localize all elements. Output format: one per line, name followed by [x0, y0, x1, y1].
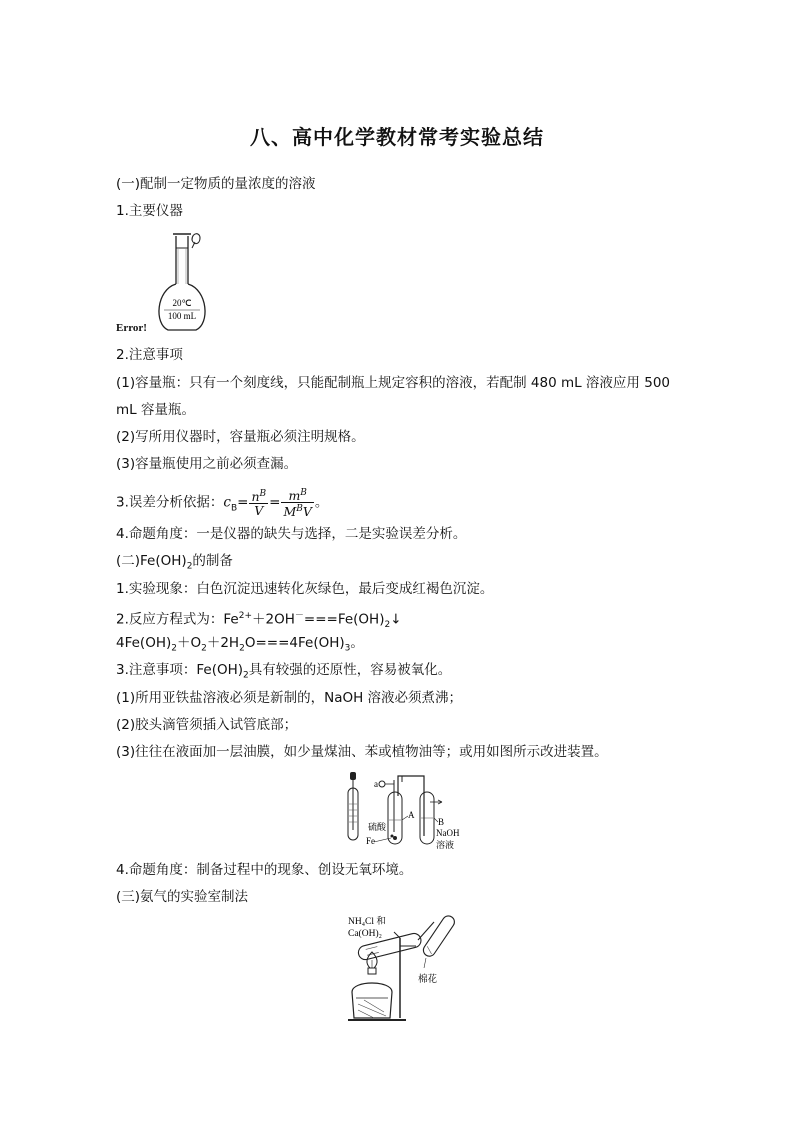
note-2: (2)写所用仪器时，容量瓶必须注明规格。	[116, 429, 365, 445]
eq2-sub3: 2	[239, 643, 245, 654]
eq2-sub4: 3	[344, 643, 351, 654]
eq2-a: 4Fe(OH)	[116, 635, 172, 651]
volumetric-flask-figure	[148, 226, 218, 334]
error-text: Error!	[116, 322, 147, 334]
eq1-sup1: 2+	[238, 611, 252, 621]
fraction-2	[281, 487, 313, 518]
eq1-arrow: ===	[303, 611, 338, 628]
eq2-d: O	[244, 635, 256, 651]
frac1-num-sup: B	[259, 489, 267, 500]
s2-notes-b: 具有较强的还原性，容易被氧化。	[248, 662, 452, 678]
formula-prefix: 3.误差分析依据：	[116, 494, 224, 511]
frac2-den: M	[283, 504, 297, 520]
frac2-den-sup: B	[296, 504, 303, 515]
frac2-num-sup: B	[300, 488, 307, 498]
flask-volume-label: 100 mL	[167, 311, 197, 321]
fe-oh2-apparatus-figure	[338, 770, 468, 852]
label-reagent-1: NH₄Cl 和	[348, 917, 386, 927]
eq1-end: ↓	[390, 611, 402, 628]
eq2-f: 。	[350, 635, 364, 651]
eq2-sub2: 2	[201, 643, 207, 654]
instruments-label: 1.主要仪器	[116, 203, 183, 219]
label-cotton: 棉花	[418, 975, 438, 985]
label-A: A	[408, 810, 415, 820]
s2-heading-b: 的制备	[192, 553, 233, 569]
label-naoh: NaOH	[436, 828, 460, 838]
label-reagent-2: Ca(OH)₂	[348, 929, 382, 939]
equation-2	[116, 634, 364, 658]
frac2-den2: V	[302, 504, 312, 520]
eq2-e: 4Fe(OH)	[289, 635, 345, 651]
fraction-1	[249, 488, 268, 517]
eq2-c: ＋2H	[206, 635, 240, 651]
formula-eq1: =	[237, 494, 249, 511]
note-1b: mL 容量瓶。	[116, 402, 195, 418]
formula-c: c	[223, 494, 231, 511]
page-title: 八、高中化学教材常考实验总结	[250, 125, 544, 149]
s2-heading-a: (二)Fe(OH)	[116, 553, 187, 569]
section1-heading: (一)配制一定物质的量浓度的溶液	[116, 176, 316, 192]
s2-notes-a: 3.注意事项：Fe(OH)	[116, 662, 244, 678]
flask-temp-label: 20℃	[172, 298, 192, 308]
eq2-b: ＋O	[176, 635, 202, 651]
formula-end: 。	[314, 494, 329, 511]
label-fe: Fe	[366, 836, 375, 846]
label-acid: 硫酸	[368, 822, 387, 832]
section2-notes	[116, 661, 451, 685]
eq2-sub1: 2	[171, 643, 177, 654]
equation-1	[116, 607, 402, 634]
ammonia-apparatus-figure	[344, 910, 462, 1026]
phenomenon: 1.实验现象：白色沉淀迅速转化灰绿色，最后变成红褐色沉淀。	[116, 581, 494, 597]
s2-notes-sub: 2	[243, 670, 249, 681]
section3-heading: (三)氨气的实验室制法	[116, 889, 249, 905]
eq2-arrow: ===	[255, 635, 290, 651]
eq1-prefix: 2.反应方程式为：Fe	[116, 611, 239, 628]
eq1-sub: 2	[384, 620, 391, 631]
s2-heading-sub: 2	[186, 561, 193, 572]
section1-angle: 4.命题角度：一是仪器的缺失与选择，二是实验误差分析。	[116, 526, 467, 542]
formula-eq2: =	[269, 494, 281, 511]
note-1a: (1)容量瓶：只有一个刻度线，只能配制瓶上规定容积的溶液，若配制 480 mL 溶液应用 500	[116, 375, 670, 391]
label-B: B	[438, 817, 445, 827]
eq1-sup2: －	[294, 611, 304, 621]
label-a: a	[374, 779, 378, 789]
label-solution: 溶液	[436, 840, 455, 850]
eq1-mid: ＋2OH	[252, 611, 295, 628]
note-3: (3)容量瓶使用之前必须查漏。	[116, 456, 298, 472]
formula-c-sub: B	[230, 503, 238, 514]
eq1-product: Fe(OH)	[337, 611, 385, 628]
frac2-num: m	[288, 488, 301, 504]
section2-heading	[116, 552, 233, 576]
error-formula	[116, 487, 328, 518]
section2-angle: 4.命题角度：制备过程中的现象、创设无氧环境。	[116, 862, 413, 878]
section2-note-3: (3)往往在液面加一层油膜，如少量煤油、苯或植物油等；或用如图所示改进装置。	[116, 744, 608, 760]
notes-heading: 2.注意事项	[116, 347, 183, 363]
frac1-den: V	[254, 503, 264, 519]
section2-note-2: (2)胶头滴管须插入试管底部；	[116, 717, 298, 733]
section2-note-1: (1)所用亚铁盐溶液必须是新制的，NaOH 溶液必须煮沸；	[116, 690, 463, 706]
frac1-num: n	[251, 489, 260, 505]
